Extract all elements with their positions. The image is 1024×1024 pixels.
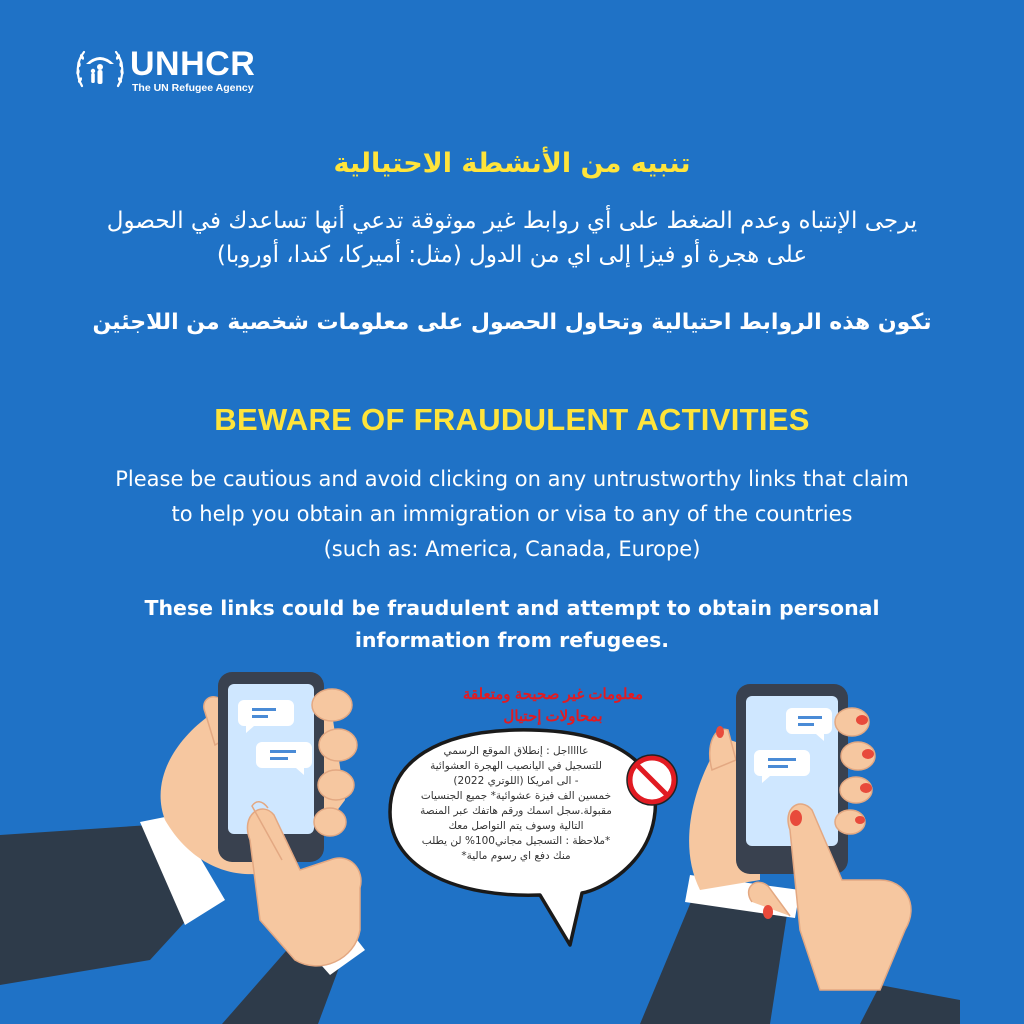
scam-line: *ملاحظة : التسجيل مجاني100% لن يطلب — [421, 835, 611, 847]
english-warning-line: These links could be fraudulent and attempt to obtain personal — [144, 596, 880, 620]
arabic-title: تنبيه من الأنشطة الاحتيالية — [333, 148, 691, 179]
no-entry-icon — [627, 755, 677, 805]
brand-name: UNHCR — [130, 45, 256, 83]
scam-line: التالية وسوف يتم التواصل معك — [448, 820, 584, 832]
english-body-line: Please be cautious and avoid clicking on any untrustworthy links that claim — [115, 467, 909, 491]
fake-info-line: معلومات غير صحيحة ومتعلقة — [462, 686, 644, 703]
scam-line: خمسين الف فيزة عشوائية* جميع الجنسيات — [420, 790, 612, 802]
fake-info-line: بمحاولات إحتيال — [503, 708, 603, 725]
fake-info-label — [408, 684, 698, 728]
scam-line: للتسجيل في اليانصيب الهجرة العشوائية — [430, 760, 602, 772]
scam-line: مقبولة.سجل اسمك ورقم هاتفك عبر المنصة — [420, 805, 612, 817]
english-body-line: to help you obtain an immigration or visa to any of the countries — [171, 502, 853, 526]
english-body-line: (such as: America, Canada, Europe) — [323, 537, 701, 561]
scam-line: - الى امريكا (اللوتري 2022) — [453, 775, 579, 787]
brand-tagline: The UN Refugee Agency — [132, 82, 254, 94]
scam-line: منك دفع اي رسوم مالية* — [461, 850, 571, 862]
arabic-body: يرجى الإنتباه وعدم الضغط على أي روابط غير موثوقة تدعي أنها تساعدك في الحصول على هجرة أو فيزا إلى اي من الدول (مثل: أميركا، كندا، أوروبا) — [106, 208, 918, 268]
scam-line: عاااااجل : إنطلاق الموقع الرسمي — [443, 745, 589, 757]
scam-message — [400, 744, 632, 864]
arabic-warning: تكون هذه الروابط احتيالية وتحاول الحصول على معلومات شخصية من اللاجئين — [92, 310, 932, 335]
english-warning-line: information from refugees. — [354, 628, 670, 652]
english-title: BEWARE OF FRAUDULENT ACTIVITIES — [214, 402, 810, 437]
